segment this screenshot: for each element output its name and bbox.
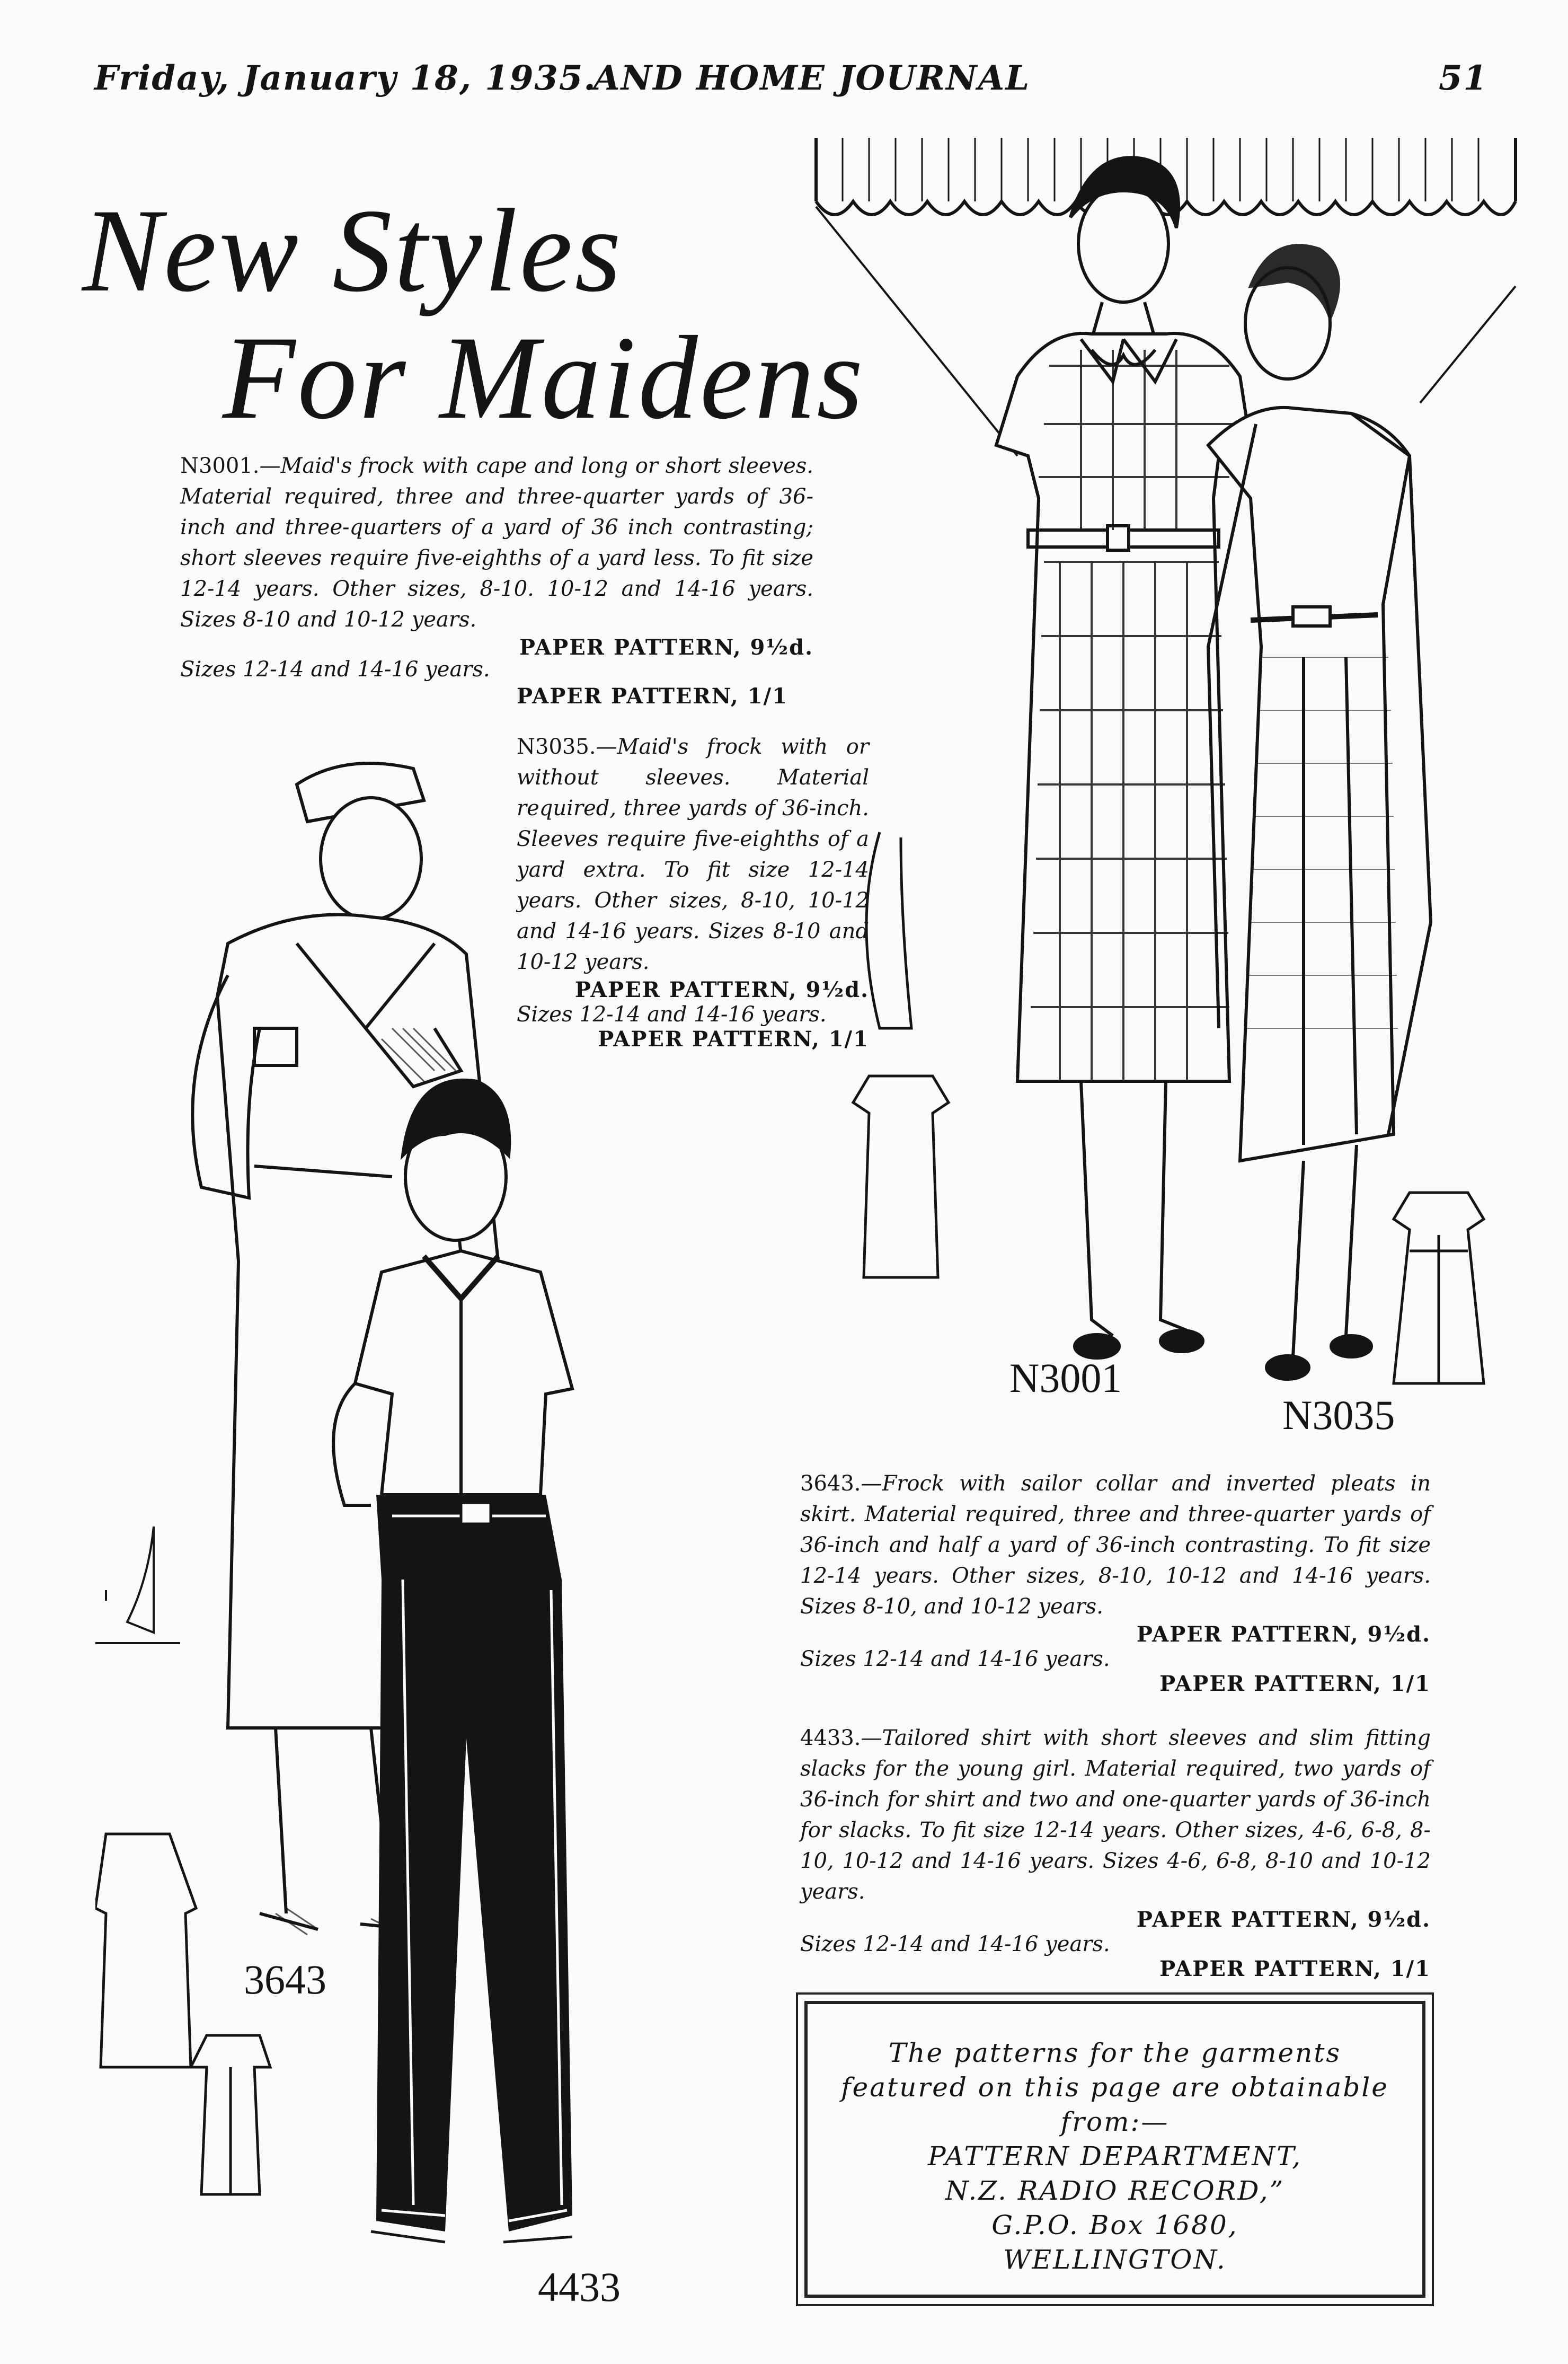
pattern-text: —Maid's frock with cape and long or short sleeves. Material required, three and three-quarter yards of 36-inch and three-quarters of a yard of 36 inch contrasting; short sleeves require five-eighths of a yard less. To fit size 12-14 years. Other sizes, 8-10. 10-12 and 14-16 years. Sizes 8-10 and 10-12 years. xyxy=(180,454,813,632)
ordering-notice-box xyxy=(804,2001,1425,2298)
pattern-n3035-sizes-large: Sizes 12-14 and 14-16 years. xyxy=(517,1002,827,1027)
pattern-text: —Tailored shirt with short sleeves and slim fitting slacks for the young girl. Material required, two yards of 36-inch for shirt and two and one-quarter yards of 36-inch for slacks. To fit size 12-14 years. Other sizes, 4-6, 6-8, 8-10, 10-12 and 14-16 years. Sizes 4-6, 6-8, 8-10 and 10-12 years. xyxy=(800,1726,1431,1904)
pattern-n3035-price-large: PAPER PATTERN, 1/1 xyxy=(598,1027,869,1052)
notice-line: N.Z. RADIO RECORD,” xyxy=(945,2175,1285,2206)
pattern-n3001-price-large: PAPER PATTERN, 1/1 xyxy=(517,684,788,709)
pattern-n3001-description xyxy=(180,451,813,635)
pattern-code: 3643. xyxy=(800,1471,861,1496)
notice-line: from:— xyxy=(1060,2106,1170,2137)
pattern-4433-description xyxy=(800,1723,1431,1907)
page-number: 51 xyxy=(1439,58,1489,98)
headline-line-1: New Styles xyxy=(82,184,624,316)
notice-line: featured on this page are obtainable xyxy=(841,2072,1389,2103)
illustration-3643-4433 xyxy=(95,731,805,2311)
pattern-n3035-price-small: PAPER PATTERN, 9½d. xyxy=(574,977,869,1002)
notice-line: G.P.O. Box 1680, xyxy=(991,2210,1238,2240)
pattern-3643-description xyxy=(800,1468,1431,1622)
pattern-n3001-price-small: PAPER PATTERN, 9½d. xyxy=(519,635,813,660)
pattern-4433-sizes-large: Sizes 12-14 and 14-16 years. xyxy=(800,1932,1110,1956)
headline-line-2: For Maidens xyxy=(223,311,865,444)
illustration-n3001-n3035 xyxy=(795,127,1537,1468)
notice-line: PATTERN DEPARTMENT, xyxy=(927,2141,1303,2172)
pattern-3643-price-large: PAPER PATTERN, 1/1 xyxy=(1159,1671,1431,1696)
figure-label-n3001: N3001 xyxy=(1009,1355,1122,1401)
figure-label-n3035: N3035 xyxy=(1282,1392,1395,1438)
issue-date: Friday, January 18, 1935. xyxy=(94,58,597,98)
pattern-3643-block xyxy=(800,1468,1431,1696)
notice-line: The patterns for the garments xyxy=(888,2037,1342,2068)
pattern-n3001-sizes-large: Sizes 12-14 and 14-16 years. xyxy=(180,657,490,682)
pattern-4433-price-large: PAPER PATTERN, 1/1 xyxy=(1159,1956,1431,1981)
pattern-3643-sizes-large: Sizes 12-14 and 14-16 years. xyxy=(800,1647,1110,1671)
pattern-code: N3035. xyxy=(517,735,596,759)
pattern-4433-block xyxy=(800,1723,1431,1981)
figure-label-4433: 4433 xyxy=(538,2264,621,2310)
pattern-code: 4433. xyxy=(800,1726,861,1750)
pattern-4433-price-small: PAPER PATTERN, 9½d. xyxy=(1136,1907,1431,1932)
pattern-text: —Frock with sailor collar and inverted pleats in skirt. Material required, three and three-quarter yards of 36-inch and half a yard of 36-inch contrasting. To fit size 12-14 years. Other sizes, 8-10, 10-12 and 14-16 years. Sizes 8-10, and 10-12 years. xyxy=(800,1471,1431,1619)
pattern-text: —Maid's frock with or without sleeves. Material required, three yards of 36-inch. Sleeves require five-eighths of a yard extra. To fit size 12-14 years. Other sizes, 8-10, 10-12 and 14-16 years. Sizes 8-10 and 10-12 years. xyxy=(517,735,869,974)
figure-label-3643: 3643 xyxy=(244,1956,326,2003)
pattern-n3001-block xyxy=(180,451,813,660)
notice-line: WELLINGTON. xyxy=(1003,2244,1227,2275)
pattern-3643-price-small: PAPER PATTERN, 9½d. xyxy=(1136,1622,1431,1647)
pattern-code: N3001. xyxy=(180,454,260,478)
journal-name: AND HOME JOURNAL xyxy=(593,58,1031,98)
